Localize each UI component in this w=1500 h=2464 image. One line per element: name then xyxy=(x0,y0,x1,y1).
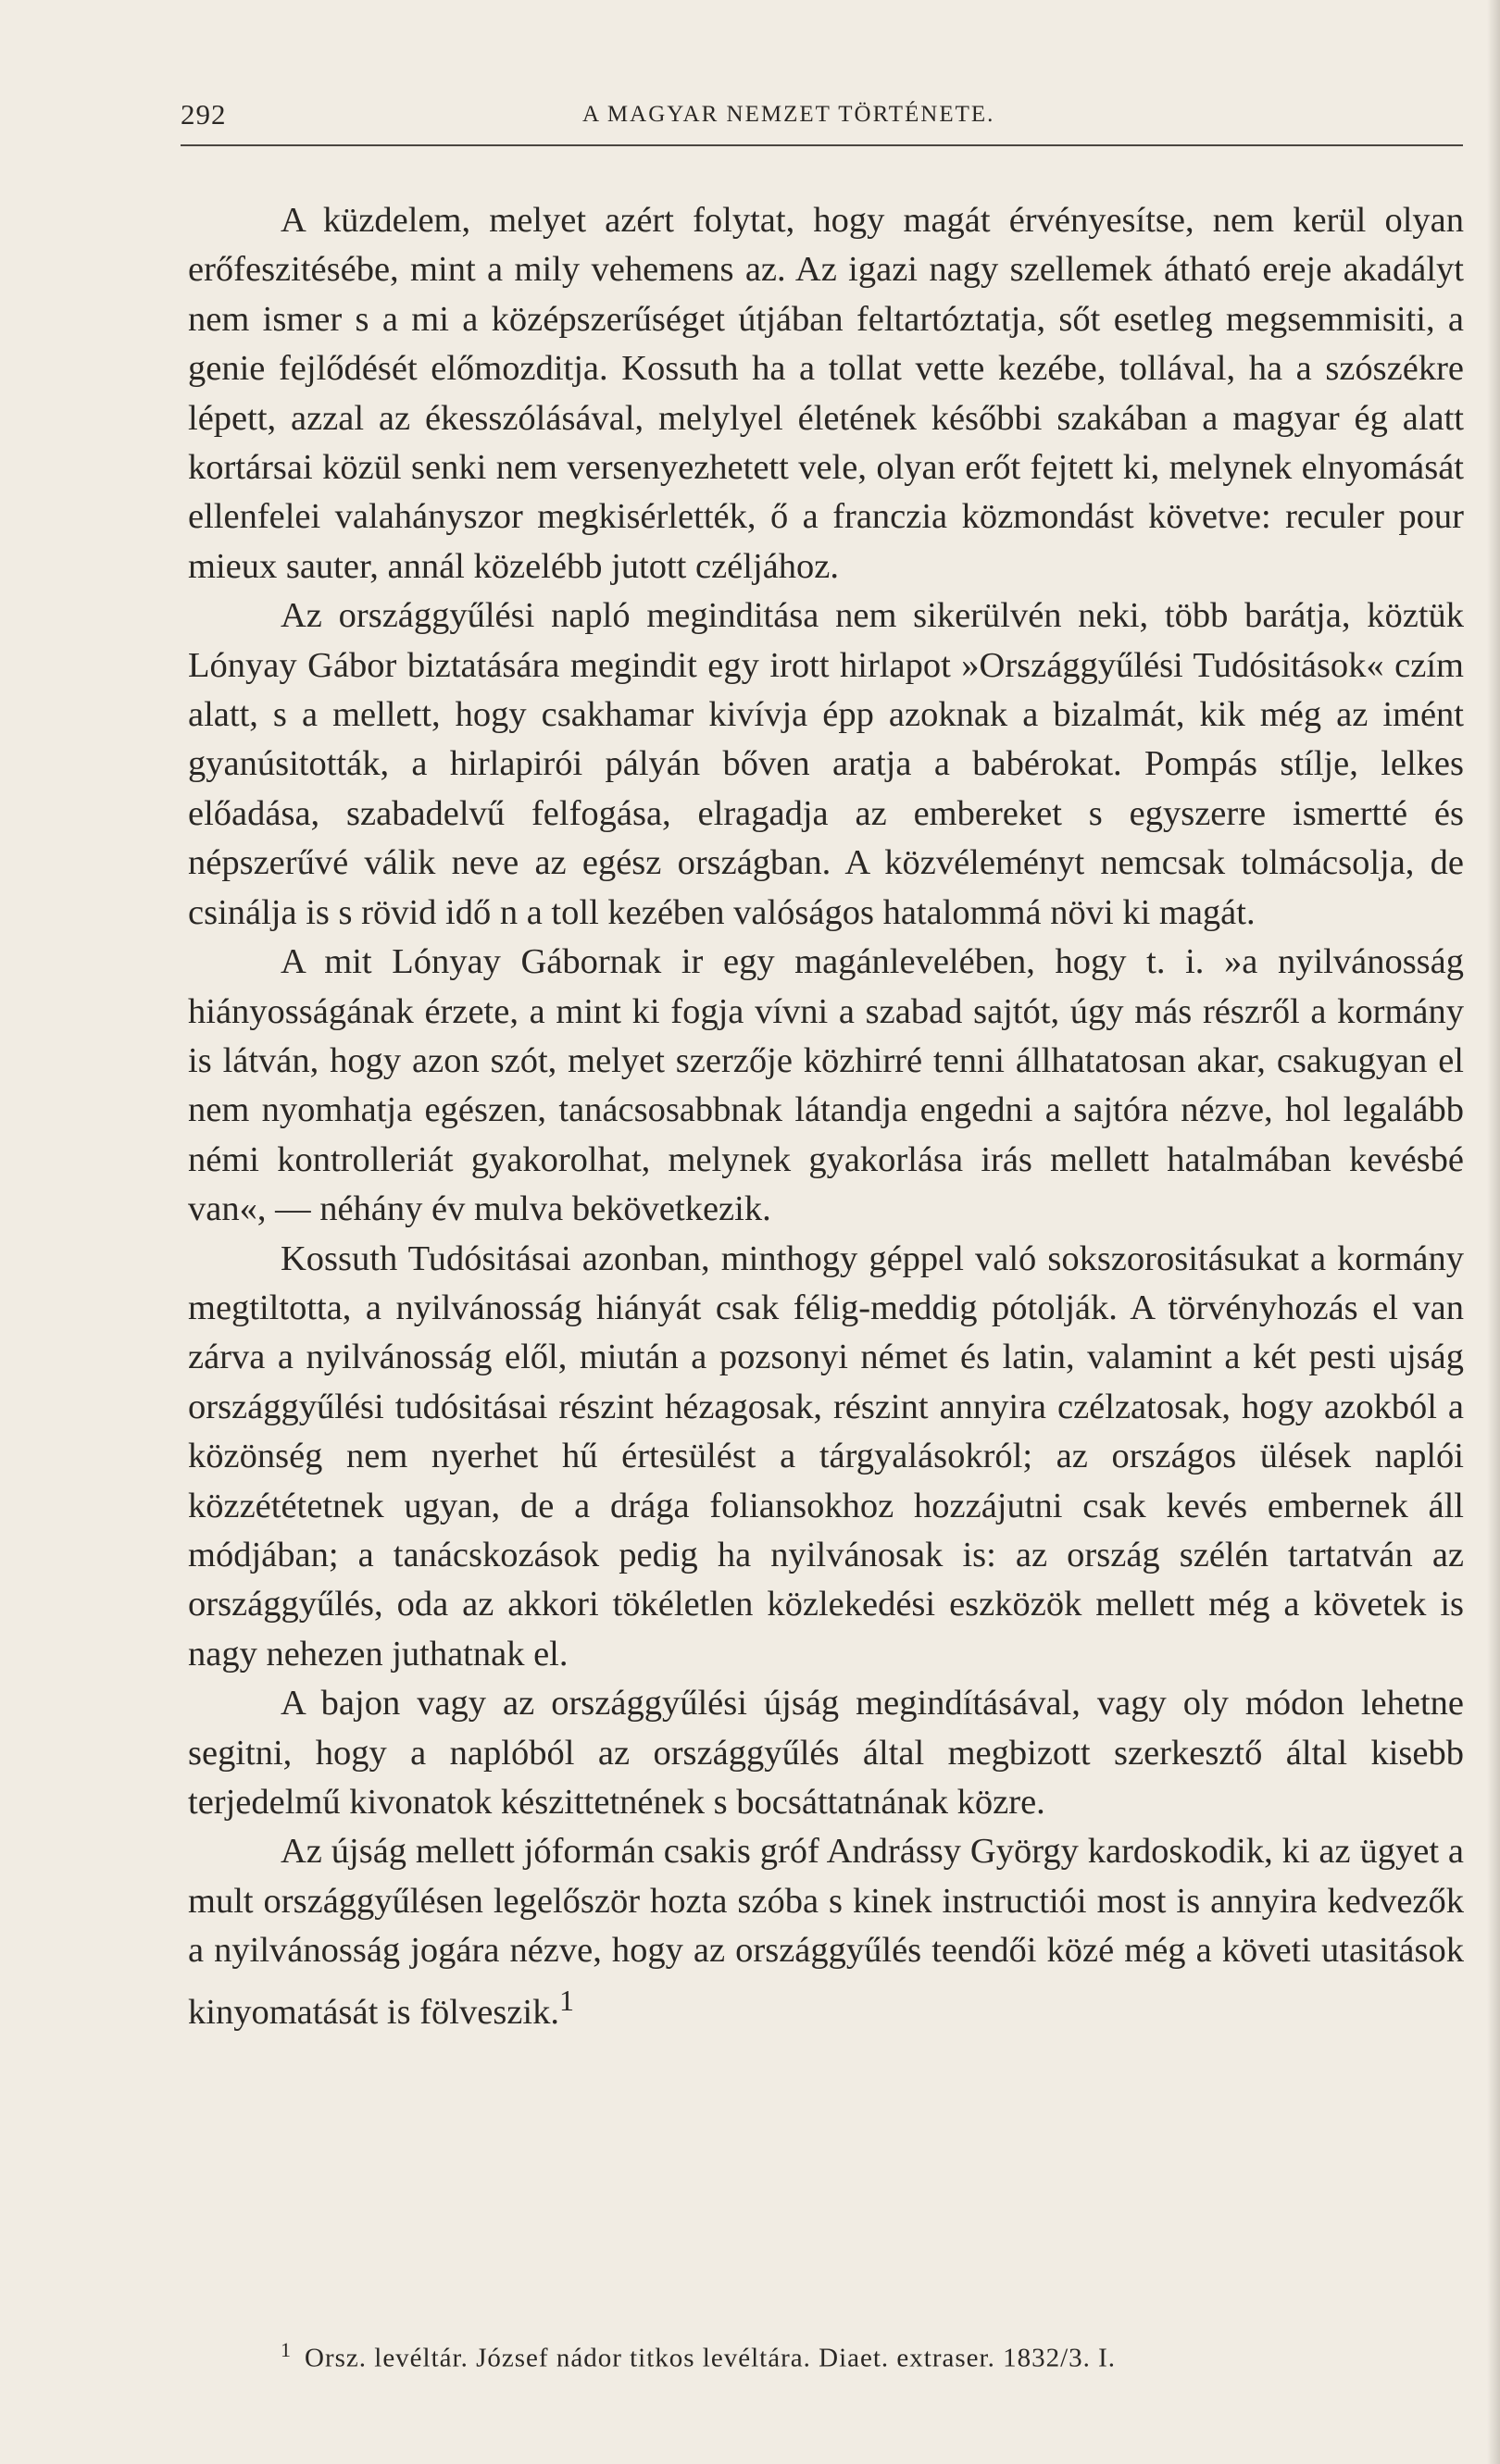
paragraph: Az országgyűlési napló meginditása nem sikerülvén neki, több barátja, köztük Lónyay Gábor biztatására megindit egy irott hirlapot »Országgyűlési Tudósitások« czím alatt, s a mellett, hogy csakhamar kivívja épp azoknak a bizalmát, kik még az imént gyanúsitották, a hirlapirói pályán bőven aratja a babérokat. Pompás stílje, lelkes előadása, szabadelvű felfogása, elragadja az embereket s egyszerre ismertté és népszerűvé válik neve az egész országban. A közvéleményt nemcsak tolmácsolja, de csinálja is s rövid idő n a toll kezében valóságos hatalommá növi ki magát. xyxy=(188,596,1464,932)
paragraph-text: Az újság mellett jóformán csakis gróf Andrássy György kardoskodik, ki az ügyet a mult országgyűlésen legelőször hozta szóba s kinek instructiói most is annyira kedvezők a nyilvánosság jogára nézve, hogy az országgyűlés teendői közé még a követi utasitások kinyomatását is fölveszik. xyxy=(188,1832,1464,2032)
footnote-text: Orsz. levéltár. József nádor titkos levéltára. Diaet. extraser. 1832/3. I. xyxy=(305,2343,1117,2373)
page-header xyxy=(181,89,1463,146)
paragraph: A bajon vagy az országgyűlési újság megindításával, vagy oly módon lehetne segitni, hogy a naplóból az országgyűlés által megbizott szerkesztő által kisebb terjedelmű kivonatok készittetnének s bocsáttatnának közre. xyxy=(188,1684,1464,1822)
page-number: 292 xyxy=(181,98,227,131)
running-title: A MAGYAR NEMZET TÖRTÉNETE. xyxy=(582,102,995,127)
paragraph: Kossuth Tudósitásai azonban, minthogy géppel való sokszorositásukat a kormány megtiltotta, a nyilvánosság hiányát csak félig-meddig pótolják. A törvényhozás el van zárva a nyilvánosság elől, miután a pozsonyi német és latin, valamint a két pesti ujság országgyűlési tudósitásai részint hézagosak, részint annyira czélzatosak, hogy azokból a közönség nem nyerhet hű értesülést a tárgyalásokról; az országos ülések naplói közzététetnek ugyan, de a drága foliansokhoz hozzájutni csak kevés embernek áll módjában; a tanácskozások pedig ha nyilvánosak is: az ország szélén tartatván az országgyűlés, oda az akkori tökéletlen közlekedési eszközök mellett még a követek is nagy nehezen juthatnak el. xyxy=(188,1238,1464,1674)
paragraph: A küzdelem, melyet azért folytat, hogy magát érvényesítse, nem kerül olyan erőfeszitésébe, mint a mily vehemens az. Az igazi nagy szellemek átható ereje akadályt nem ismer s a mi a középszerűséget útjában feltartóztatja, sőt esetleg megsemmisiti, a genie fejlődését előmozditja. Kossuth ha a tollat vette kezébe, tollával, ha a szószékre lépett, azzal az ékesszólásával, melylyel életének későbbi szakában a magyar ég alatt kortársai közül senki nem versenyezhetett vele, olyan erőt fejtett ki, melynek elnyomását ellenfelei valahányszor megkisérlették, ő a franczia közmondást követve: reculer pour mieux sauter, annál közelébb jutott czéljához. xyxy=(188,201,1464,586)
paragraph xyxy=(188,1827,1464,2036)
footnote-reference: 1 xyxy=(558,1983,575,2017)
body-text xyxy=(188,196,1464,2037)
paragraph: A mit Lónyay Gábornak ir egy magánlevelében, hogy t. i. »a nyilvánosság hiányosságának érzete, a mint ki fogja vívni a szabad sajtót, úgy más részről a kormány is látván, hogy azon szót, melyet szerzője közhirré tenni állhatatosan akar, csakugyan el nem nyomhatja egészen, tanácsosabbnak látandja engedni a sajtóra nézve, hol legalább némi kontrolleriát gyakorolhat, melynek gyakorlása irás mellett hatalmában kevésbé van«, — néhány év mulva bekövetkezik. xyxy=(188,942,1464,1229)
footnote-marker: 1 xyxy=(281,2338,292,2361)
footnote xyxy=(188,2338,1464,2374)
